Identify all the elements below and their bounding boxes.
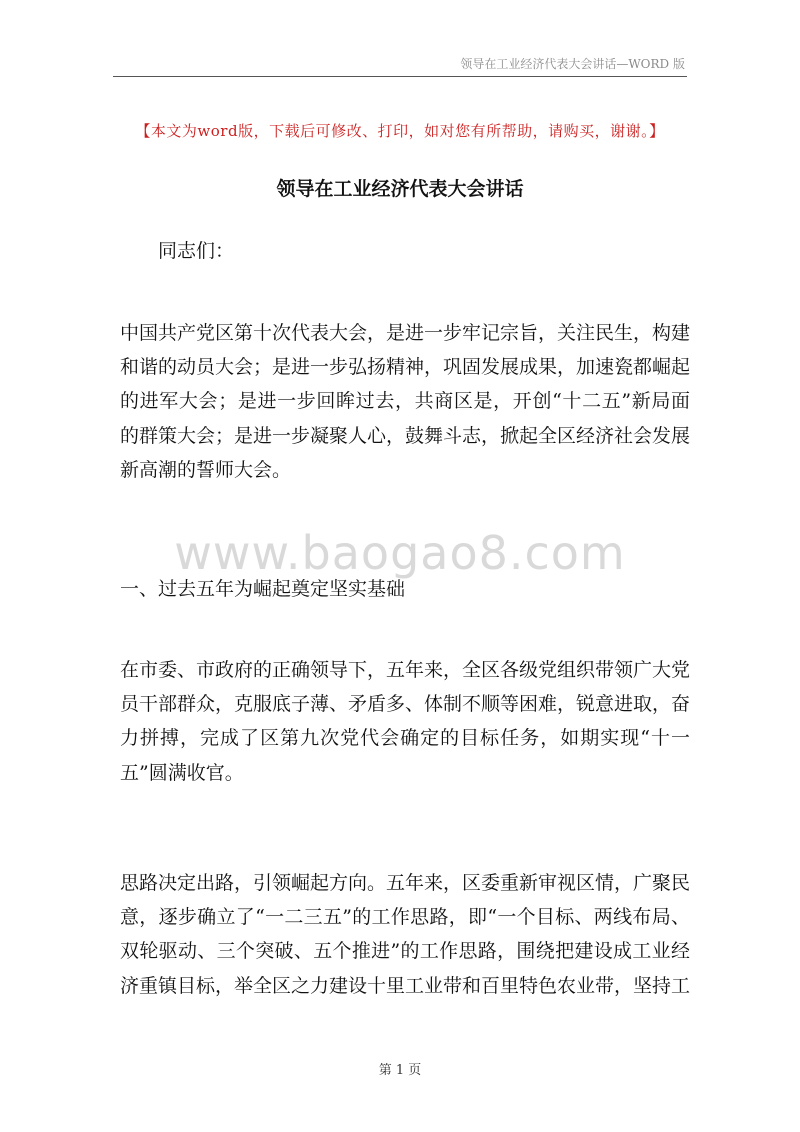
document-title: 领导在工业经济代表大会讲话 <box>276 178 524 200</box>
paragraph-3: 思路决定出路，引领崛起方向。五年来，区委重新审视区情，广聚民意，逐步确立了“一二三五”的工作思路，即“一个目标、两线布局、双轮驱动、三个突破、五个推进”的工作思路，围绕把建设成工业经济重镇目标，举全区之力建设十里工业带和百里特色农业带，坚持工 <box>120 872 691 997</box>
salutation: 同志们： <box>158 240 235 262</box>
header-divider <box>113 76 687 77</box>
download-notice: 【本文为word版，下载后可修改、打印，如对您有所帮助，请购买，谢谢。】 <box>135 122 665 140</box>
paragraph-2: 在市委、市政府的正确领导下，五年来，全区各级党组织带领广大党员干部群众，克服底子薄、矛盾多、体制不顺等困难，锐意进取，奋力拼搏，完成了区第九次党代会确定的目标任务，如期实现“十一五”圆满收官。 <box>120 659 691 784</box>
running-header: 领导在工业经济代表大会讲话—WORD 版 <box>460 57 685 71</box>
section-heading-1: 一、过去五年为崛起奠定坚实基础 <box>120 578 406 600</box>
watermark: www.baogao8.com <box>174 526 626 580</box>
page-number: 第 1 页 <box>378 1063 422 1078</box>
paragraph-1: 中国共产党区第十次代表大会，是进一步牢记宗旨，关注民生，构建和谐的动员大会；是进一步弘扬精神，巩固发展成果，加速瓷都崛起的进军大会；是进一步回眸过去，共商区是，开创“十二五”新局面的群策大会；是进一步凝聚人心，鼓舞斗志，掀起全区经济社会发展新高潮的誓师大会。 <box>120 322 691 481</box>
